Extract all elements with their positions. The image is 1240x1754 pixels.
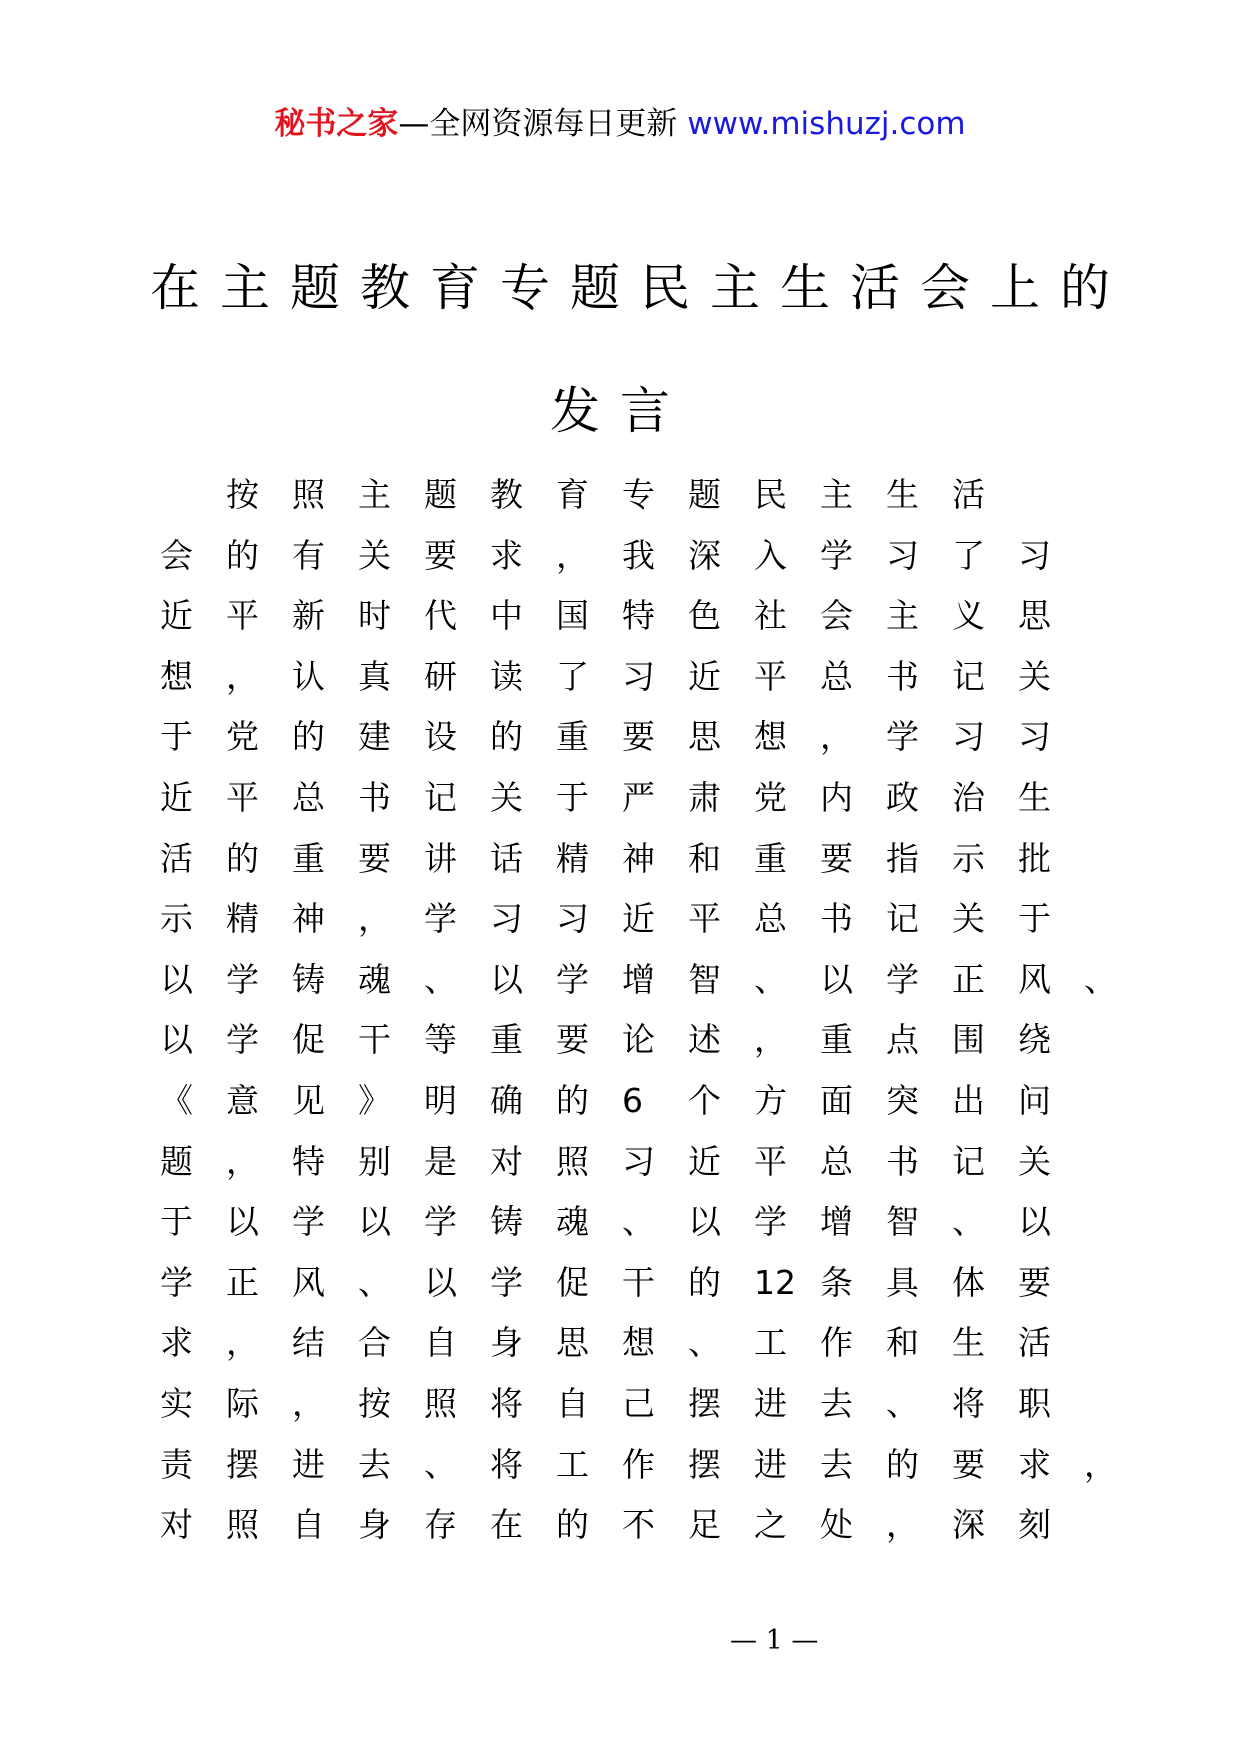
- body-line: 求 ， 结 合 自 身 思 想 、 工 作 和 生 活: [160, 1323, 1051, 1363]
- body-line: 于 以 学 以 学 铸 魂 、 以 学 增 智 、 以: [160, 1202, 1051, 1242]
- document-title-line2: 发言: [550, 382, 690, 440]
- document-body: [160, 465, 1120, 1556]
- body-line: 近 平 新 时 代 中 国 特 色 社 会 主 义 思: [160, 596, 1051, 636]
- body-line: 对 照 自 身 存 在 的 不 足 之 处 ， 深 刻: [160, 1505, 1051, 1545]
- body-line: 近 平 总 书 记 关 于 严 肃 党 内 政 治 生: [160, 777, 1051, 817]
- body-line: 会 的 有 关 要 求 ， 我 深 入 学 习 了 习: [160, 535, 1051, 575]
- body-line: 于 党 的 建 设 的 重 要 思 想 ， 学 习 习: [160, 717, 1051, 757]
- body-line: 以 学 铸 魂 、 以 学 增 智 、 以 学 正 风 、: [160, 959, 1117, 999]
- body-line: 题 ， 特 别 是 对 照 习 近 平 总 书 记 关: [160, 1141, 1051, 1181]
- body-line: 责 摆 进 去 、 将 工 作 摆 进 去 的 要 求 ，: [160, 1444, 1117, 1484]
- body-line: 《 意 见 》 明 确 的 6 个 方 面 突 出 问: [160, 1080, 1051, 1120]
- page-number: — 1 —: [730, 1625, 819, 1656]
- document-title-line1: 在主题教育专题民主生活会上的: [150, 259, 1130, 317]
- body-line: 学 正 风 、 以 学 促 干 的 12 条 具 体 要: [160, 1262, 1051, 1302]
- body-line: 示 精 神 ， 学 习 习 近 平 总 书 记 关 于: [160, 899, 1051, 939]
- site-brand: 秘书之家: [274, 106, 399, 142]
- site-url-link[interactable]: www.mishuzj.com: [687, 106, 966, 142]
- site-tagline: —全网资源每日更新: [398, 106, 678, 142]
- body-line: 按 照 主 题 教 育 专 题 民 主 生 活: [226, 475, 985, 514]
- body-line: 活 的 重 要 讲 话 精 神 和 重 要 指 示 批: [160, 838, 1051, 878]
- body-line: 想 ， 认 真 研 读 了 习 近 平 总 书 记 关: [160, 656, 1051, 696]
- site-header: [0, 98, 1240, 143]
- body-line: 以 学 促 干 等 重 要 论 述 ， 重 点 围 绕: [160, 1020, 1051, 1060]
- body-line: 实 际 ， 按 照 将 自 己 摆 进 去 、 将 职: [160, 1383, 1051, 1423]
